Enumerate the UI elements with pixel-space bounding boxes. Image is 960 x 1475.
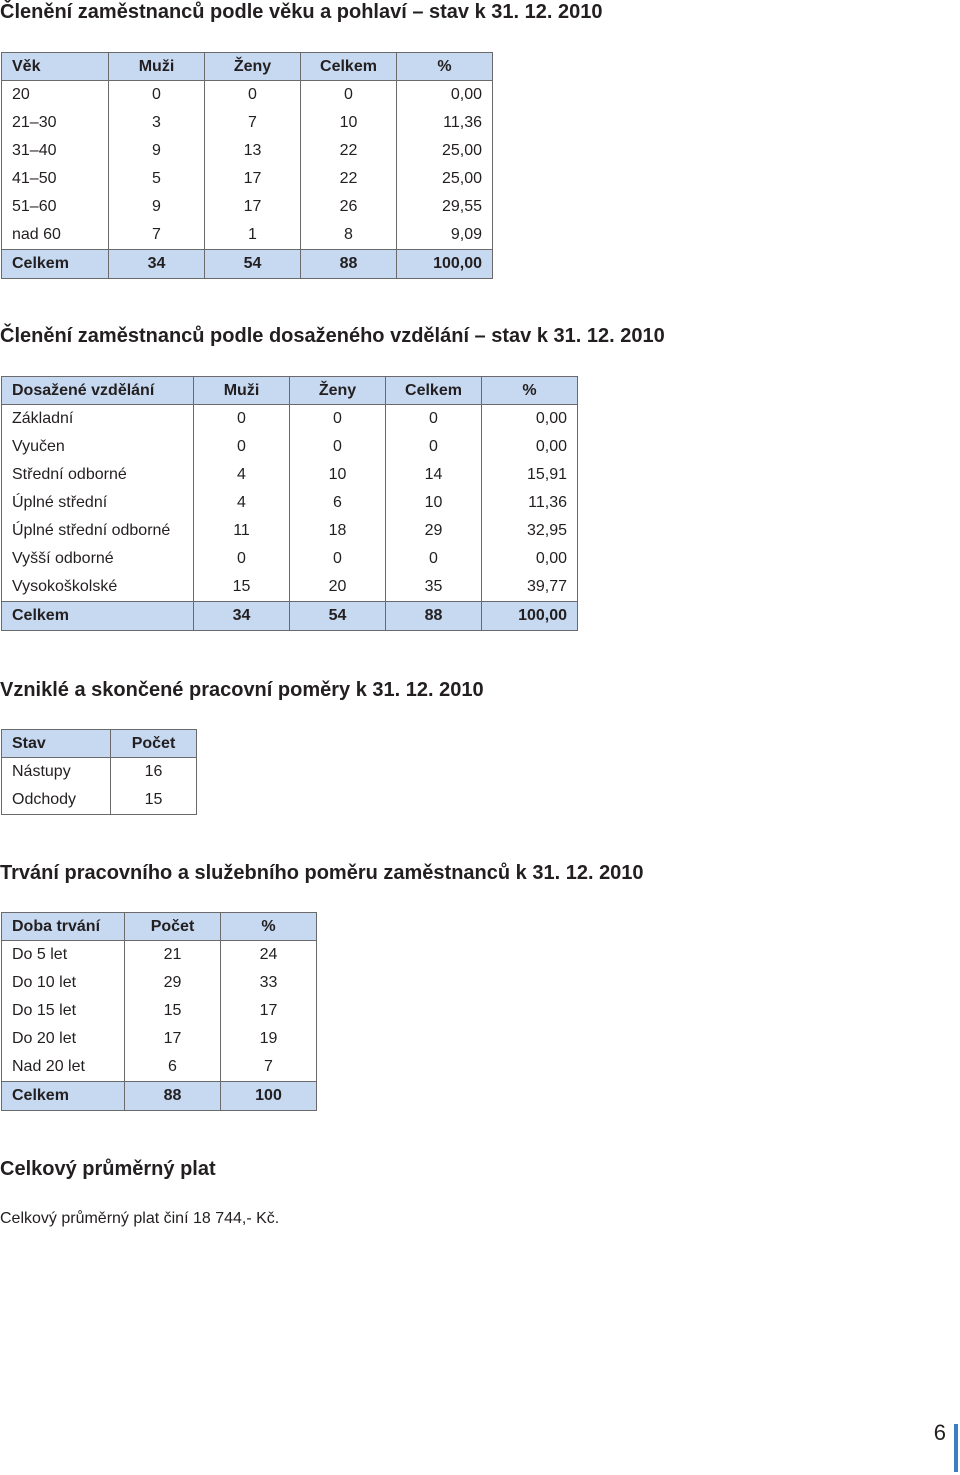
- percent-cell: 0,00: [482, 433, 578, 461]
- column-header: Celkem: [301, 53, 397, 81]
- table-total-row: [2, 250, 493, 279]
- percent-cell: 11,36: [397, 109, 493, 137]
- percent-cell: 29,55: [397, 193, 493, 221]
- men-total: 34: [109, 250, 205, 279]
- table-row: [2, 433, 578, 461]
- women-cell: 1: [205, 221, 301, 250]
- count-cell: 17: [125, 1025, 221, 1053]
- percent-cell: 32,95: [482, 517, 578, 545]
- salary-title: Celkový průměrný plat: [0, 1158, 216, 1180]
- men-cell: 15: [194, 573, 290, 602]
- total-cell: 0: [386, 545, 482, 573]
- duration-cell: Nad 20 let: [2, 1053, 125, 1082]
- column-header: Ženy: [205, 53, 301, 81]
- age-cell: 20: [2, 81, 109, 110]
- column-header: Stav: [2, 730, 111, 758]
- table-row: [2, 1053, 317, 1082]
- status-cell: Odchody: [2, 786, 111, 815]
- column-header: %: [397, 53, 493, 81]
- table-row: [2, 997, 317, 1025]
- total-cell: 26: [301, 193, 397, 221]
- women-cell: 17: [205, 193, 301, 221]
- women-total: 54: [290, 602, 386, 631]
- percent-cell: 25,00: [397, 165, 493, 193]
- total-cell: 0: [386, 433, 482, 461]
- duration-cell: Do 10 let: [2, 969, 125, 997]
- table-row: [2, 758, 197, 787]
- men-cell: 0: [194, 545, 290, 573]
- women-cell: 7: [205, 109, 301, 137]
- column-header: Ženy: [290, 377, 386, 405]
- column-header: %: [482, 377, 578, 405]
- table-row: [2, 517, 578, 545]
- age-gender-table: [1, 52, 493, 279]
- column-header: Počet: [125, 913, 221, 941]
- table-header-row: [2, 913, 317, 941]
- total-cell: 8: [301, 221, 397, 250]
- salary-text: Celkový průměrný plat činí 18 744,- Kč.: [0, 1210, 280, 1227]
- table-row: [2, 221, 493, 250]
- count-cell: 21: [125, 941, 221, 970]
- duration-cell: Do 15 let: [2, 997, 125, 1025]
- duration-cell: Do 20 let: [2, 1025, 125, 1053]
- table-row: [2, 461, 578, 489]
- men-cell: 9: [109, 193, 205, 221]
- employment-changes-title: Vzniklé a skončené pracovní poměry k 31. 12. 2010: [0, 679, 484, 701]
- percent-cell: 0,00: [482, 405, 578, 434]
- education-table: [1, 376, 578, 631]
- percent-cell: 24: [221, 941, 317, 970]
- percent-total: 100,00: [482, 602, 578, 631]
- page-number: 6: [933, 1420, 946, 1445]
- education-cell: Vyšší odborné: [2, 545, 194, 573]
- women-cell: 0: [290, 545, 386, 573]
- table-row: [2, 193, 493, 221]
- column-header: Muži: [109, 53, 205, 81]
- count-cell: 6: [125, 1053, 221, 1082]
- education-cell: Vyučen: [2, 433, 194, 461]
- age-cell: 41–50: [2, 165, 109, 193]
- table-row: [2, 137, 493, 165]
- women-total: 54: [205, 250, 301, 279]
- women-cell: 20: [290, 573, 386, 602]
- men-cell: 11: [194, 517, 290, 545]
- men-total: 34: [194, 602, 290, 631]
- total-cell: 0: [386, 405, 482, 434]
- total-cell: 10: [301, 109, 397, 137]
- table-row: [2, 786, 197, 815]
- percent-cell: 0,00: [482, 545, 578, 573]
- women-cell: 10: [290, 461, 386, 489]
- percent-cell: 15,91: [482, 461, 578, 489]
- column-header: Muži: [194, 377, 290, 405]
- age-cell: 31–40: [2, 137, 109, 165]
- men-cell: 0: [194, 433, 290, 461]
- total-cell: 14: [386, 461, 482, 489]
- men-cell: 0: [194, 405, 290, 434]
- women-cell: 18: [290, 517, 386, 545]
- women-cell: 0: [205, 81, 301, 110]
- percent-cell: 19: [221, 1025, 317, 1053]
- total-label: Celkem: [2, 250, 109, 279]
- percent-cell: 0,00: [397, 81, 493, 110]
- column-header: Doba trvání: [2, 913, 125, 941]
- total-cell: 35: [386, 573, 482, 602]
- table-total-row: [2, 1082, 317, 1111]
- table-header-row: [2, 730, 197, 758]
- tenure-table: [1, 912, 317, 1111]
- women-cell: 6: [290, 489, 386, 517]
- education-cell: Úplné střední: [2, 489, 194, 517]
- age-gender-title: Členění zaměstnanců podle věku a pohlaví – stav k 31. 12. 2010: [0, 1, 603, 23]
- percent-total: 100: [221, 1082, 317, 1111]
- percent-cell: 25,00: [397, 137, 493, 165]
- percent-cell: 11,36: [482, 489, 578, 517]
- education-cell: Střední odborné: [2, 461, 194, 489]
- percent-cell: 7: [221, 1053, 317, 1082]
- men-cell: 3: [109, 109, 205, 137]
- grand-total: 88: [301, 250, 397, 279]
- percent-cell: 17: [221, 997, 317, 1025]
- table-row: [2, 573, 578, 602]
- percent-cell: 9,09: [397, 221, 493, 250]
- count-cell: 15: [111, 786, 197, 815]
- count-cell: 16: [111, 758, 197, 787]
- men-cell: 0: [109, 81, 205, 110]
- table-header-row: [2, 377, 578, 405]
- table-row: [2, 941, 317, 970]
- column-header: Počet: [111, 730, 197, 758]
- table-header-row: [2, 53, 493, 81]
- page-accent-bar: [954, 1424, 958, 1472]
- total-label: Celkem: [2, 602, 194, 631]
- age-cell: nad 60: [2, 221, 109, 250]
- grand-total: 88: [386, 602, 482, 631]
- men-cell: 9: [109, 137, 205, 165]
- percent-cell: 33: [221, 969, 317, 997]
- women-cell: 0: [290, 433, 386, 461]
- table-total-row: [2, 602, 578, 631]
- men-cell: 5: [109, 165, 205, 193]
- percent-total: 100,00: [397, 250, 493, 279]
- men-cell: 7: [109, 221, 205, 250]
- table-row: [2, 81, 493, 110]
- count-total: 88: [125, 1082, 221, 1111]
- education-title: Členění zaměstnanců podle dosaženého vzdělání – stav k 31. 12. 2010: [0, 325, 665, 347]
- status-cell: Nástupy: [2, 758, 111, 787]
- tenure-title: Trvání pracovního a služebního poměru zaměstnanců k 31. 12. 2010: [0, 862, 644, 884]
- column-header: Věk: [2, 53, 109, 81]
- percent-cell: 39,77: [482, 573, 578, 602]
- education-cell: Základní: [2, 405, 194, 434]
- total-cell: 22: [301, 165, 397, 193]
- count-cell: 15: [125, 997, 221, 1025]
- table-row: [2, 489, 578, 517]
- age-cell: 21–30: [2, 109, 109, 137]
- table-row: [2, 1025, 317, 1053]
- table-row: [2, 405, 578, 434]
- count-cell: 29: [125, 969, 221, 997]
- men-cell: 4: [194, 489, 290, 517]
- men-cell: 4: [194, 461, 290, 489]
- column-header: Celkem: [386, 377, 482, 405]
- total-cell: 29: [386, 517, 482, 545]
- total-cell: 10: [386, 489, 482, 517]
- age-cell: 51–60: [2, 193, 109, 221]
- table-row: [2, 165, 493, 193]
- column-header: Dosažené vzdělání: [2, 377, 194, 405]
- education-cell: Úplné střední odborné: [2, 517, 194, 545]
- table-row: [2, 969, 317, 997]
- education-cell: Vysokoškolské: [2, 573, 194, 602]
- employment-changes-table: [1, 729, 197, 815]
- column-header: %: [221, 913, 317, 941]
- duration-cell: Do 5 let: [2, 941, 125, 970]
- total-cell: 0: [301, 81, 397, 110]
- women-cell: 17: [205, 165, 301, 193]
- table-row: [2, 109, 493, 137]
- total-cell: 22: [301, 137, 397, 165]
- total-label: Celkem: [2, 1082, 125, 1111]
- women-cell: 13: [205, 137, 301, 165]
- women-cell: 0: [290, 405, 386, 434]
- table-row: [2, 545, 578, 573]
